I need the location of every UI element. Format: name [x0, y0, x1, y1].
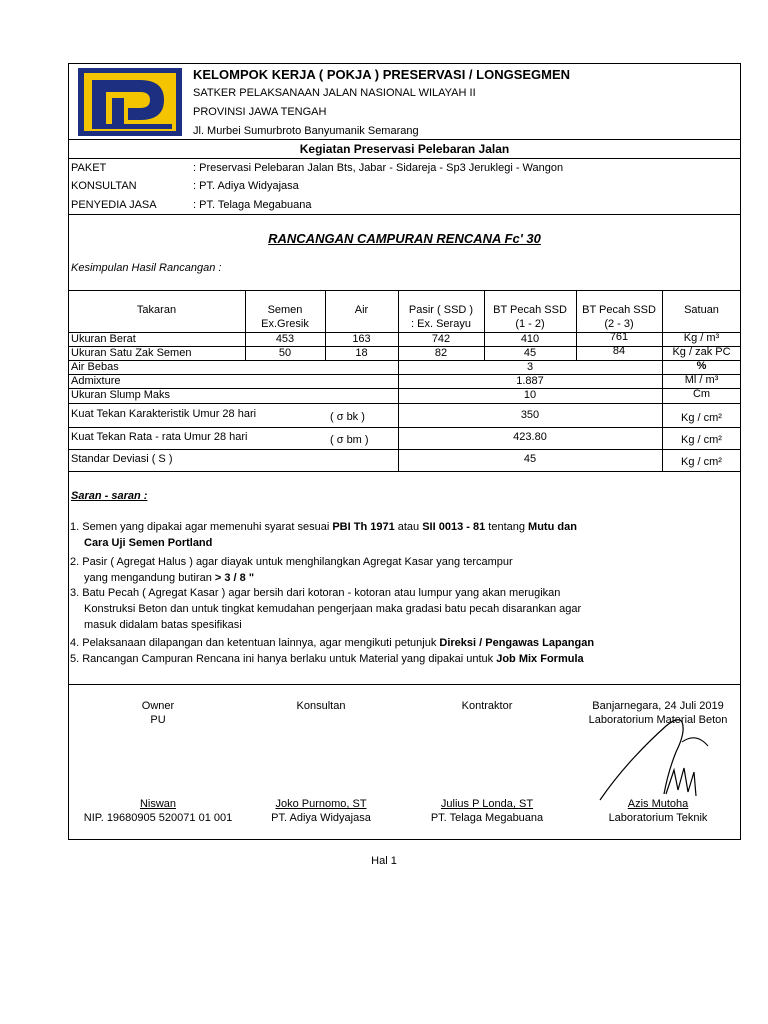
row-slump-satuan: Cm — [692, 388, 711, 400]
row-zak-air: 18 — [355, 347, 368, 359]
saran-item-1-cont: Cara Uji Semen Portland — [84, 537, 213, 549]
lab-date: Banjarnegara, 24 Juli 2019 — [592, 700, 724, 712]
owner-org: PU — [150, 714, 166, 726]
row-zak-pasir: 82 — [434, 347, 448, 359]
owner-name: Niswan — [139, 798, 177, 810]
konsultan-sign-org: PT. Adiya Widyajasa — [271, 812, 371, 824]
penyedia-value: : PT. Telaga Megabuana — [193, 199, 312, 211]
row-kuatkarak-value: 350 — [520, 409, 540, 421]
header-bt12: BT Pecah SSD — [493, 304, 567, 316]
row-kuatrata-label: Kuat Tekan Rata - rata Umur 28 hari — [71, 431, 248, 443]
row-airbebas-label: Air Bebas — [71, 361, 119, 373]
header-title: KELOMPOK KERJA ( POKJA ) PRESERVASI / LONGSEGMEN — [193, 67, 571, 82]
table-top-border — [68, 290, 741, 291]
header-takaran: Takaran — [136, 304, 177, 316]
saran-item-1: 1. Semen yang dipakai agar memenuhi syarat sesuai PBI Th 1971 atau SII 0013 - 81 tentang Mutu dan — [70, 521, 577, 533]
paket-value: : Preservasi Pelebaran Jalan Bts, Jabar - Sidareja - Sp3 Jeruklegi - Wangon — [193, 162, 564, 174]
row-kuatrata-symbol: ( σ bm ) — [330, 434, 369, 446]
row-kuatrata-satuan: Kg / cm² — [681, 434, 722, 446]
row-berat-bt12: 410 — [520, 333, 540, 345]
row-slump-value: 10 — [523, 389, 537, 401]
row-kuatkarak-symbol: ( σ bk ) — [330, 411, 365, 423]
konsultan-sign-name: Joko Purnomo, ST — [275, 798, 367, 810]
penyedia-label: PENYEDIA JASA — [71, 199, 157, 211]
row-admixture-label: Admixture — [71, 375, 121, 387]
header-bt23-size: (2 - 3) — [604, 318, 634, 330]
table-line — [68, 449, 741, 450]
row-berat-semen: 453 — [275, 333, 295, 345]
pu-logo-icon — [78, 68, 182, 136]
header-line2: PROVINSI JAWA TENGAH — [193, 106, 327, 118]
header-semen-source: Ex.Gresik — [261, 318, 309, 330]
row-berat-air: 163 — [352, 333, 371, 345]
header-semen: Semen — [267, 304, 303, 316]
row-kuatkarak-satuan: Kg / cm² — [681, 412, 722, 424]
header-bt23: BT Pecah SSD — [582, 304, 656, 316]
header-bt12-size: (1 - 2) — [515, 318, 545, 330]
row-deviasi-value: 45 — [523, 453, 537, 465]
lab-label: Laboratorium Material Beton — [588, 714, 728, 726]
table-bottom-border — [68, 471, 741, 472]
divider — [68, 158, 741, 159]
signature-divider — [68, 684, 741, 685]
row-berat-pasir: 742 — [431, 333, 451, 345]
design-title: RANCANGAN CAMPURAN RENCANA Fc' 30 — [268, 231, 541, 246]
activity-title: Kegiatan Preservasi Pelebaran Jalan — [299, 142, 510, 156]
owner-label: Owner — [141, 700, 175, 712]
design-subtitle: Kesimpulan Hasil Rancangan : — [71, 262, 222, 274]
owner-nip: NIP. 19680905 520071 01 001 — [83, 812, 233, 824]
saran-item-4: 4. Pelaksanaan dilapangan dan ketentuan lainnya, agar mengikuti petunjuk Direksi / Pengawas Lapangan — [70, 637, 595, 649]
row-admixture-value: 1.887 — [516, 375, 544, 387]
saran-item-2: 2. Pasir ( Agregat Halus ) agar diayak untuk menghilangkan Agregat Kasar yang tercampur — [70, 556, 513, 568]
kontraktor-org: PT. Telaga Megabuana — [430, 812, 544, 824]
saran-item-5: 5. Rancangan Campuran Rencana ini hanya berlaku untuk Material yang dipakai untuk Job Mix Formula — [70, 653, 584, 665]
row-zak-bt23: 84 — [612, 345, 626, 357]
divider — [68, 214, 741, 215]
row-zak-label: Ukuran Satu Zak Semen — [71, 347, 192, 359]
saran-title: Saran - saran : — [71, 490, 148, 502]
header-satuan: Satuan — [684, 304, 719, 316]
row-berat-label: Ukuran Berat — [71, 333, 136, 345]
header-pasir-source: : Ex. Serayu — [411, 318, 471, 330]
row-kuatkarak-label: Kuat Tekan Karakteristik Umur 28 hari — [71, 408, 257, 420]
row-zak-semen: 50 — [278, 347, 292, 359]
saran-item-3: 3. Batu Pecah ( Agregat Kasar ) agar bersih dari kotoran - kotoran atau lumpur yang akan merugikan — [70, 587, 561, 599]
saran-item-3-cont: Konstruksi Beton dan untuk tingkat kemudahan pengerjaan maka gradasi batu pecah disarankan agar — [84, 603, 582, 615]
row-slump-label: Ukuran Slump Maks — [71, 389, 171, 401]
header-air: Air — [354, 304, 369, 316]
page-number: Hal 1 — [371, 855, 397, 867]
header-pasir: Pasir ( SSD ) — [408, 304, 474, 316]
paket-label: PAKET — [71, 162, 107, 174]
lab-org: Laboratorium Teknik — [608, 812, 708, 824]
row-zak-satuan: Kg / zak PC — [672, 346, 731, 358]
kontraktor-label: Kontraktor — [461, 700, 513, 712]
divider — [68, 139, 741, 140]
row-admixture-satuan: Ml / m³ — [684, 374, 719, 386]
row-kuatrata-value: 423.80 — [513, 431, 547, 443]
row-deviasi-label: Standar Deviasi ( S ) — [71, 453, 173, 465]
row-zak-bt12: 45 — [523, 347, 537, 359]
saran-item-3-cont2: masuk didalam batas spesifikasi — [84, 619, 242, 631]
header-line1: SATKER PELAKSANAAN JALAN NASIONAL WILAYAH II — [193, 87, 476, 99]
konsultan-sign-label: Konsultan — [296, 700, 346, 712]
row-deviasi-satuan: Kg / cm² — [681, 456, 722, 468]
row-berat-bt23: 761 — [609, 331, 629, 343]
table-line — [68, 427, 741, 428]
lab-name: Azis Mutoha — [627, 798, 689, 810]
kontraktor-name: Julius P Londa, ST — [440, 798, 534, 810]
saran-item-2-cont: yang mengandung butiran > 3 / 8 " — [84, 572, 255, 584]
header-line3: Jl. Murbei Sumurbroto Banyumanik Semarang — [193, 125, 419, 137]
row-berat-satuan: Kg / m³ — [683, 332, 720, 344]
row-airbebas-satuan: % — [696, 360, 707, 372]
konsultan-label: KONSULTAN — [71, 180, 137, 192]
signature-scribble-icon — [596, 712, 716, 804]
table-line — [68, 403, 741, 404]
row-airbebas-value: 3 — [526, 361, 534, 373]
konsultan-value: : PT. Adiya Widyajasa — [193, 180, 299, 192]
